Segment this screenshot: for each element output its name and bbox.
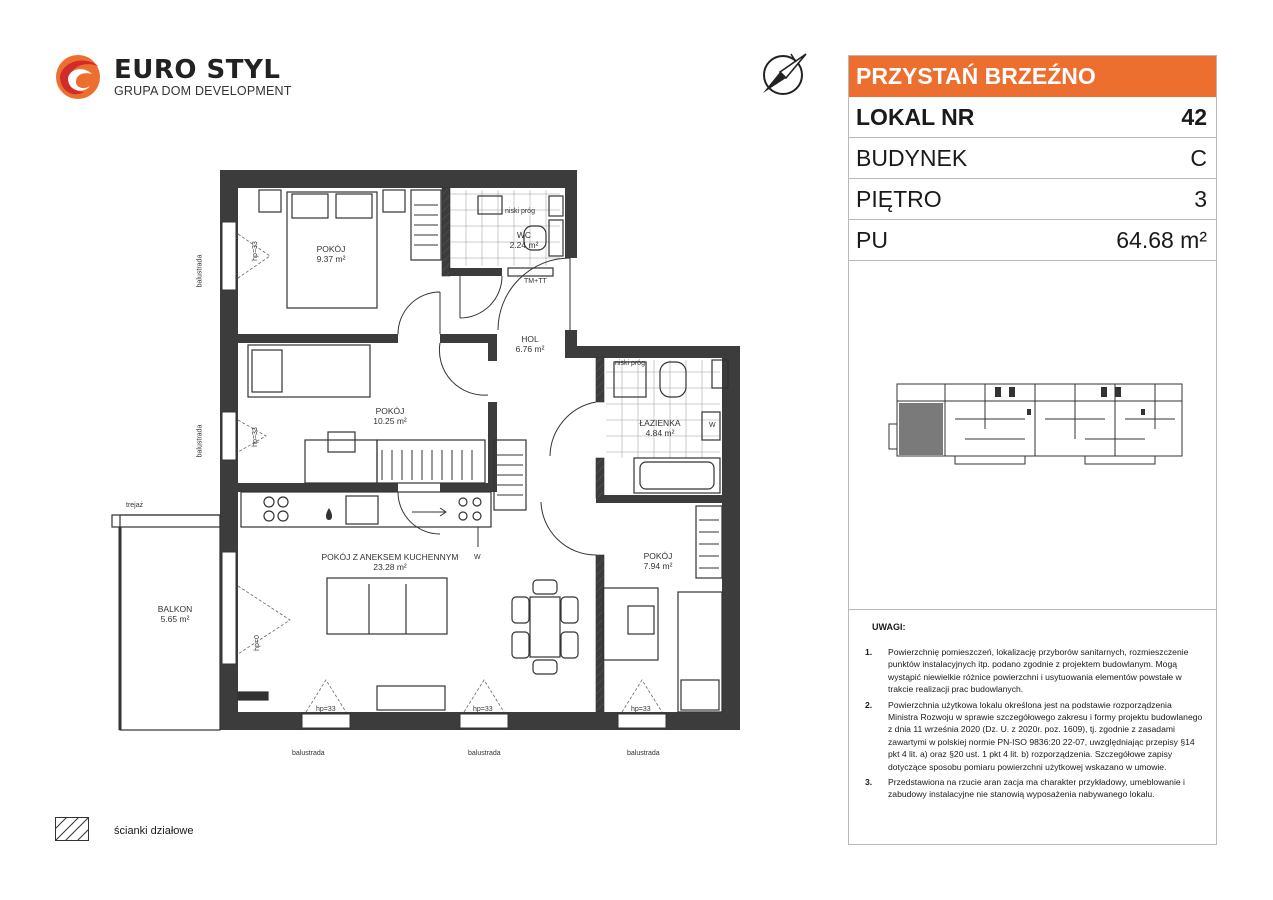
room-name-pokoj-2: POKÓJ	[375, 406, 405, 416]
info-value-budynek: C	[1190, 145, 1207, 171]
room-area-pokoj-1: 9.37 m²	[316, 254, 346, 264]
room-name-lazienka: ŁAZIENKA	[639, 418, 681, 428]
euro-styl-logo	[54, 52, 292, 102]
compass-north-arrow-icon	[756, 48, 812, 100]
note-item	[849, 699, 1216, 773]
note-number: 1.	[865, 647, 873, 657]
info-value-pu: 64.68 m²	[1116, 227, 1207, 253]
hp33-label-window-2: hp=33	[251, 427, 259, 447]
info-label-pu: PU	[856, 227, 888, 253]
hatch-pattern-icon	[55, 817, 89, 841]
room-name-pokoj-1: POKÓJ	[316, 244, 346, 254]
floor-plan	[110, 160, 760, 775]
note-item	[849, 776, 1216, 801]
note-text: Powierzchnię pomieszczeń, lokalizację przyborów sanitarnych, rozmieszczenie punktów instalacyjnych itp. podano zgodnie z projektem budowlanym. Mogą wystąpić niewielkie różnice powierzchni i usytuowania elementów powstałe w trakcie realizacji prac budowlanych.	[888, 647, 1189, 695]
brand-subtitle: GRUPA DOM DEVELOPMENT	[114, 84, 292, 98]
info-row-lokal	[849, 97, 1216, 138]
w-label-kitchen: W	[474, 554, 481, 561]
info-label-budynek: BUDYNEK	[856, 145, 968, 171]
room-name-balkon: BALKON	[157, 604, 193, 614]
room-area-wc: 2.24 m²	[509, 240, 539, 250]
hp33-label-window-5: hp=33	[473, 706, 493, 713]
room-area-aneks: 23.28 m²	[373, 562, 407, 572]
note-text: Przedstawiona na rzucie aran zacja ma charakter przykładowy, umeblowanie i zabudowy instalacyjne nie stanowią wyposażenia nabywanego lokalu.	[888, 777, 1185, 800]
room-name-pokoj-3: POKÓJ	[643, 551, 673, 561]
niski-prog-label-wc: niski próg	[505, 208, 535, 215]
notes-title: UWAGI:	[872, 622, 906, 632]
info-row-budynek	[849, 138, 1216, 179]
info-row-pietro	[849, 179, 1216, 220]
room-name-aneks: POKÓJ Z ANEKSEM KUCHENNYM	[321, 552, 459, 562]
room-name-wc: WC	[516, 230, 532, 240]
info-value-lokal: 42	[1181, 104, 1207, 130]
balustrada-label-2: balustrada	[468, 750, 501, 757]
legend-label-partition-walls: ścianki działowe	[114, 825, 194, 837]
note-number: 2.	[865, 699, 873, 710]
room-area-pokoj-3: 7.94 m²	[643, 561, 673, 571]
balustrada-label-3: balustrada	[627, 750, 660, 757]
note-item	[849, 646, 1216, 696]
balustrada-label-side-1: balustrada	[196, 254, 204, 288]
hp33-label-window-4: hp=33	[316, 706, 336, 713]
investment-title: PRZYSTAŃ BRZEŹNO	[849, 56, 1216, 97]
note-text: Powierzchnia użytkowa lokalu określona jest na podstawie rozporządzenia Ministra Rozwoju w sprawie szczegółowego zakresu i formy projektu budowlanego z dnia 11 września 2020 (Dz. U. z 2020r. poz. 1609), tj. zgodnie z zasadami zawartymi w polskiej normie PN-ISO 9836:20 22-07, uwzględniając przepisy §14 pkt 4 lit. a) oraz §20 ust. 1 pkt 4 lit. b) rozporządzenia. Szczegółowe zapisy dotyczące sposobu pomiaru powierzchni użytkowej wskazano w umowie.	[888, 699, 1203, 772]
brand-name: EURO STYL	[114, 55, 281, 85]
balustrada-label-side-2: balustrada	[196, 424, 204, 458]
notes-section	[849, 609, 1216, 804]
room-name-hol: HOL	[521, 334, 539, 344]
room-area-hol: 6.76 m²	[515, 344, 545, 354]
info-value-pietro: 3	[1194, 186, 1207, 212]
room-area-pokoj-2: 10.25 m²	[373, 416, 407, 426]
room-area-balkon: 5.65 m²	[160, 614, 190, 624]
info-row-pu	[849, 220, 1216, 261]
building-location-thumbnail	[885, 379, 1190, 469]
info-label-pietro: PIĘTRO	[856, 186, 942, 212]
trejaz-label: trejaż	[126, 502, 144, 509]
w-label-lazienka: W	[709, 422, 716, 429]
info-label-lokal: LOKAL NR	[856, 104, 975, 130]
apartment-info-panel	[848, 55, 1217, 845]
note-number: 3.	[865, 777, 873, 788]
room-area-lazienka: 4.84 m²	[645, 428, 675, 438]
flame-logo-icon	[54, 52, 106, 102]
hp33-label-window-6: hp=33	[631, 706, 651, 713]
hp0-label-balcony-door: hp=0	[253, 635, 261, 651]
hp33-label-window-1: hp=33	[251, 241, 259, 261]
tm-tt-label: TM+TT	[524, 278, 547, 285]
balustrada-label-1: balustrada	[292, 750, 325, 757]
niski-prog-label-lazienka: niski próg	[615, 360, 645, 367]
